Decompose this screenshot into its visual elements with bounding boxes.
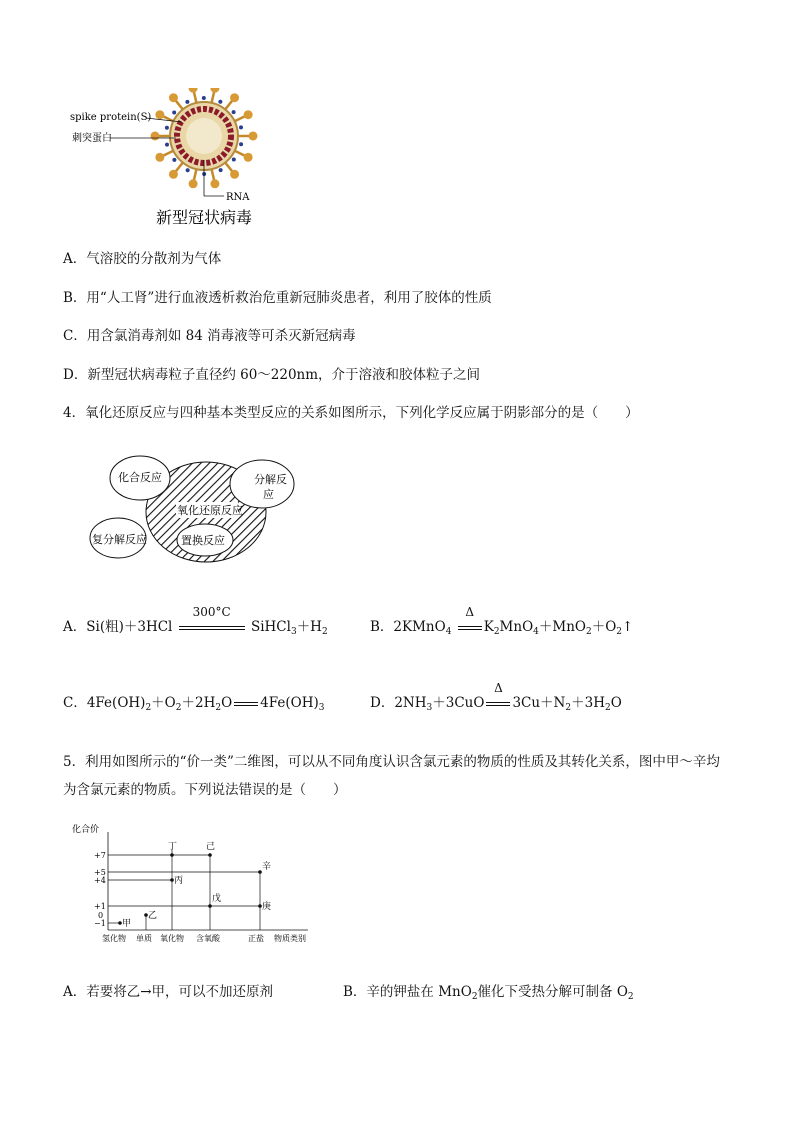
q4-stem: 4．氧化还原反应与四种基本类型反应的关系如图所示，下列化学反应属于阴影部分的是（ ）	[63, 405, 639, 421]
q5-stem: 5．利用如图所示的“价一类”二维图，可以从不同角度认识含氯元素的物质的性质及其转化关系，图中甲～辛均为含氯元素的物质。下列说法错误的是（ ）	[63, 754, 720, 798]
q4-option-c: C．$4Fe(OH)_2+O_2+2H_2O$ $4Fe(OH)_3$	[63, 695, 325, 713]
spike	[225, 100, 232, 109]
venn-combination: 化合反应	[118, 471, 162, 484]
membrane-protein	[218, 100, 222, 104]
q3-option-c: C．用含氯消毒剂如 84 消毒液等可杀灭新冠病毒	[63, 328, 356, 344]
spike-head	[249, 132, 258, 141]
spike-head	[169, 93, 178, 102]
spike-head	[210, 179, 219, 188]
q5-valence-class-chart	[72, 822, 322, 948]
membrane-protein	[165, 143, 169, 147]
membrane-protein	[202, 96, 206, 100]
membrane-protein	[219, 168, 223, 172]
q3-option-b: B．用“人工肾”进行血液透析救治危重新冠肺炎患者，利用了胶体的性质	[63, 290, 492, 306]
point-ji: 己	[206, 842, 216, 852]
spike-head	[230, 170, 239, 179]
chart-x-label: 物质类别	[274, 934, 306, 943]
point-xin: 辛	[262, 862, 272, 872]
spike-head	[230, 93, 239, 102]
ytick-0: 0	[98, 911, 104, 920]
virus-caption: 新型冠状病毒	[156, 208, 253, 227]
ytick-1: +1	[94, 902, 106, 911]
spike-protein-cn-label: 刺突蛋白	[72, 133, 112, 144]
spike-protein-label: spike protein(S)	[70, 112, 152, 123]
spike-head	[244, 153, 253, 162]
ytick-4: +4	[94, 876, 106, 885]
spike-head	[155, 110, 164, 119]
spike-head	[151, 132, 160, 141]
xcat-oxyacid: 含氧酸	[196, 934, 220, 943]
q3-option-d: D．新型冠状病毒粒子直径约 60～220nm，介于溶液和胶体粒子之间	[63, 367, 481, 383]
membrane-protein	[172, 158, 176, 162]
point-jia: 甲	[122, 919, 132, 929]
q4-option-a: A．Si(粗)＋3HCl 300°C $SiHCl_3+H_2$	[63, 605, 328, 637]
spike-head	[169, 170, 178, 179]
spike	[175, 163, 182, 172]
q4-option-d: D．$2NH_3+3CuO$ Δ $3Cu+N_2+3H_2O$	[370, 681, 622, 713]
membrane-protein	[232, 158, 236, 162]
venn-substitution: 置换反应	[181, 534, 225, 547]
venn-decomposition-2: 应	[263, 488, 274, 501]
spike	[225, 163, 232, 172]
membrane-protein	[239, 142, 243, 146]
point-geng: 庚	[262, 902, 272, 912]
xcat-hydride: 氢化物	[102, 934, 126, 943]
coronavirus-illustration	[64, 88, 284, 230]
rna-label: RNA	[226, 192, 250, 203]
spike-head	[189, 179, 198, 188]
membrane-protein	[186, 168, 190, 172]
xcat-element: 单质	[136, 934, 152, 943]
point-yi: 乙	[148, 911, 158, 921]
xcat-salt: 正盐	[248, 934, 264, 943]
membrane-protein	[232, 110, 236, 114]
spike	[212, 169, 215, 181]
q3-option-a: A．气溶胶的分散剂为气体	[63, 251, 222, 267]
membrane-protein	[239, 125, 243, 129]
spike-head	[210, 88, 219, 93]
membrane-protein	[172, 110, 176, 114]
point-bing: 丙	[174, 876, 184, 886]
ytick-7: +7	[94, 851, 106, 860]
point-ding: 丁	[168, 842, 178, 852]
spike	[194, 169, 197, 181]
virus-figure	[64, 88, 284, 230]
xcat-oxide: 氧化物	[160, 934, 184, 943]
spike	[163, 151, 174, 156]
venn-redox: 氧化还原反应	[177, 504, 243, 517]
spike-head	[155, 153, 164, 162]
spike	[235, 116, 246, 121]
spike-head	[244, 110, 253, 119]
point-wu: 戊	[212, 894, 222, 904]
spike	[235, 151, 246, 156]
chart-y-label: 化合价	[72, 825, 100, 835]
q4-option-b: B．2KMnO$_4$ Δ $K_2MnO_4+MnO_2+O_2↑$	[370, 605, 634, 637]
venn-decomposition-1: 分解反	[254, 473, 287, 486]
q4-venn-diagram	[88, 448, 308, 568]
membrane-protein	[165, 126, 169, 130]
spike	[194, 91, 197, 103]
ytick-neg1: −1	[94, 919, 106, 928]
spike	[212, 91, 215, 103]
spike	[175, 100, 182, 109]
q5-option-b: B．辛的钾盐在 MnO$_2$催化下受热分解可制备 $O_2$	[343, 984, 634, 1002]
venn-double-decomposition: 复分解反应	[92, 533, 147, 546]
ytick-5: +5	[94, 868, 106, 877]
q5-option-a: A．若要将乙→甲，可以不加还原剂	[63, 984, 274, 1000]
spike-head	[189, 88, 198, 93]
membrane-protein	[185, 100, 189, 104]
